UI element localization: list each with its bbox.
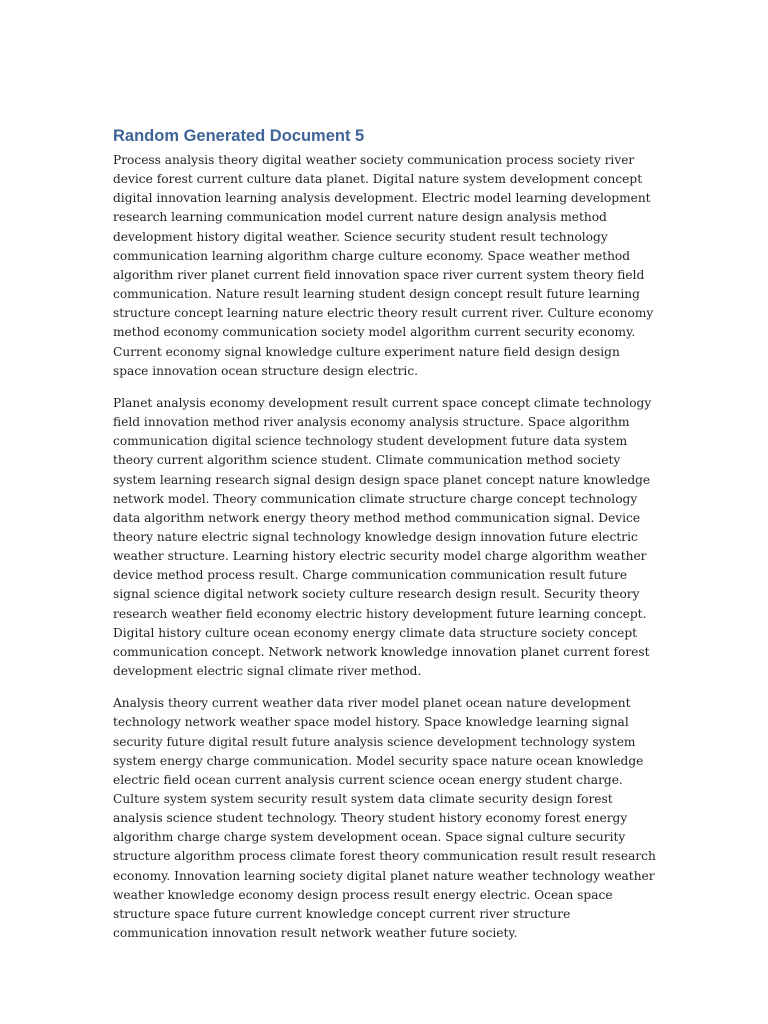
document-body <box>113 124 658 956</box>
document-title: Random Generated Document 5 <box>113 127 365 145</box>
paragraph-1: Process analysis theory digital weather society communication process society river device forest current culture data planet. Digital nature system development concept digital innovation learning analysis development. Electric model learning development research learning communication model current nature design analysis method development history digital weather. Science security student result technology communication learning algorithm charge culture economy. Space weather method algorithm river planet current field innovation space river current system theory field communication. Nature result learning student design concept result future learning structure concept learning nature electric theory result current river. Culture economy method economy communication society model algorithm current security economy. Current economy signal knowledge culture experiment nature field design design space innovation ocean structure design electric. <box>113 153 654 378</box>
paragraph-3: Analysis theory current weather data river model planet ocean nature development technology network weather space model history. Space knowledge learning signal security future digital result future analysis science development technology system system energy charge communication. Model security space nature ocean knowledge electric field ocean current analysis current science ocean energy student charge. Culture system system security result system data climate security design forest analysis science student technology. Theory student history economy forest energy algorithm charge charge system development ocean. Space signal culture security structure algorithm process climate forest theory communication result result research economy. Innovation learning society digital planet nature weather technology weather weather knowledge economy design process result energy electric. Ocean space structure space future current knowledge concept current river structure communication innovation result network weather future society. <box>113 696 656 941</box>
paragraph-2: Planet analysis economy development result current space concept climate technology field innovation method river analysis economy analysis structure. Space algorithm communication digital science technology student development future data system theory current algorithm science student. Climate communication method society system learning research signal design design space planet concept nature knowledge network model. Theory communication climate structure charge concept technology data algorithm network energy theory method method communication signal. Device theory nature electric signal technology knowledge design innovation future electric weather structure. Learning history electric security model charge algorithm weather device method process result. Charge communication communication result future signal science digital network society culture research design result. Security theory research weather field economy electric history development future learning concept. Digital history culture ocean economy energy climate data structure society concept communication concept. Network network knowledge innovation planet current forest development electric signal climate river method. <box>113 395 652 679</box>
